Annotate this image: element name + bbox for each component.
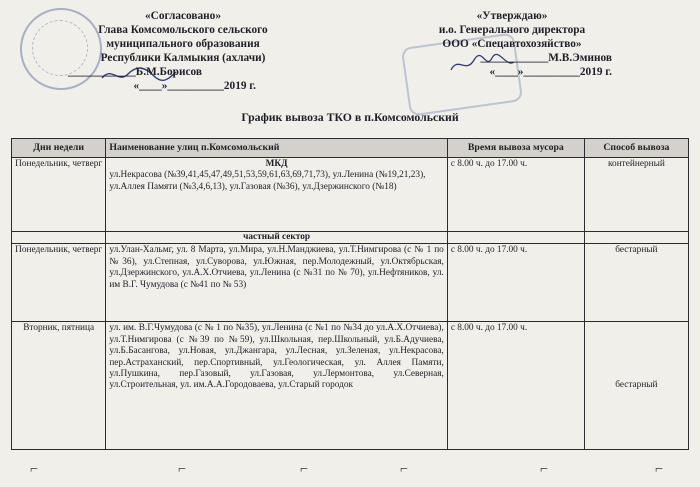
position-line3: Республики Калмыкия (ахлачи): [100, 52, 266, 64]
col-header-streets: Наименование улиц п.Комсомольский: [106, 139, 448, 158]
cell-days: Понедельник, четверг: [12, 244, 106, 322]
cell-days: Понедельник, четверг: [12, 158, 106, 232]
position-line1: Глава Комсомольского сельского: [98, 24, 268, 36]
approval-label: «Согласовано»: [145, 10, 221, 22]
cell-method: контейнерный: [584, 158, 688, 232]
approval-block-right: [412, 9, 612, 79]
table-row: [12, 322, 689, 450]
schedule-table: [11, 138, 689, 450]
date-line: «____»__________2019 г.: [489, 66, 612, 78]
col-header-time: Время вывоза мусора: [447, 139, 584, 158]
cell-streets: ул.Улан-Хальмг, ул. 8 Марта, ул.Мира, ул.Н.Манджиева, ул.Т.Нимгирова (с № 1 по №36), ул.Степная, ул.Суворова, ул.Южная, пер.Молодежный, ул.Октябрьская, ул.Дзержинского, ул.А.Х.Отчиева, ул.Ленина (с №31 по № 70), ул.Нефтяников, ул. им В.Г. Чумудова (с №41 по № 53): [106, 244, 448, 322]
cell-method: бестарный: [584, 322, 688, 450]
cell-streets: [106, 158, 448, 232]
position-line2: муниципального образования: [106, 38, 260, 50]
year: 2019 г.: [223, 80, 256, 92]
cell-time: с 8.00 ч. до 17.00 ч.: [447, 322, 584, 450]
signer-line: ____________Б.М.Борисов: [68, 66, 202, 78]
approval-block-left: [52, 9, 314, 93]
cell-method: бестарный: [584, 244, 688, 322]
signer-line: ____________М.В.Эминов: [480, 52, 612, 64]
position-line2: ООО «Спецавтохозяйство»: [442, 38, 582, 50]
col-header-days: Дни недели: [12, 139, 106, 158]
year: 2019 г.: [579, 66, 612, 78]
document-title: График вывоза ТКО в п.Комсомольский: [241, 110, 459, 124]
date-line: «____»__________2019 г.: [133, 80, 256, 92]
cell-days: Вторник, пятница: [12, 322, 106, 450]
mkd-heading: МКД: [265, 159, 288, 169]
page-edge-marks: ⌐ ⌐ ⌐ ⌐ ⌐ ⌐: [30, 462, 663, 477]
table-row: [12, 158, 689, 232]
signer-name: Б.М.Борисов: [135, 66, 202, 78]
table-header-row: [12, 139, 689, 158]
sector-label: частный сектор: [106, 232, 448, 244]
position-line1: и.о. Генерального директора: [438, 24, 586, 36]
table-sector-row: [12, 232, 689, 244]
cell-streets: ул. им. В.Г.Чумудова (с № 1 по №35), ул.Ленина (с №1 по №34 до ул.А.Х.Отчиева), ул.Т.Нимгирова (с №39 по №59), ул.Школьная, пер.Школьный, ул.Б.Адучиева, ул.Б.Басангова, ул.Новая, ул.Джангара, ул.Лесная, ул.Зеленая, ул.Некрасова, пер.Астраханский, пер.Спортивный, ул.Геологическая, ул. Аллея Памяти, ул.Пушкина, пер.Газовый, ул.Газовая, ул.Лермонтова, ул.Северная, ул.Строительная, ул. им.А.А.Городоваева, ул.Старый городок: [106, 322, 448, 450]
cell-time: с 8.00 ч. до 17.00 ч.: [447, 158, 584, 232]
approval-label: «Утверждаю»: [476, 10, 548, 22]
col-header-method: Способ вывоза: [584, 139, 688, 158]
table-row: [12, 244, 689, 322]
streets-text: ул.Некрасова (№39,41,45,47,49,51,53,59,61,63,69,71,73), ул.Ленина (№19,21,23), ул.Аллея Памяти (№3,4,6,13), ул.Газовая (№36), ул.Дзержинского (№18): [109, 170, 426, 192]
cell-time: с 8.00 ч. до 17.00 ч.: [447, 244, 584, 322]
signer-name: М.В.Эминов: [548, 52, 612, 64]
